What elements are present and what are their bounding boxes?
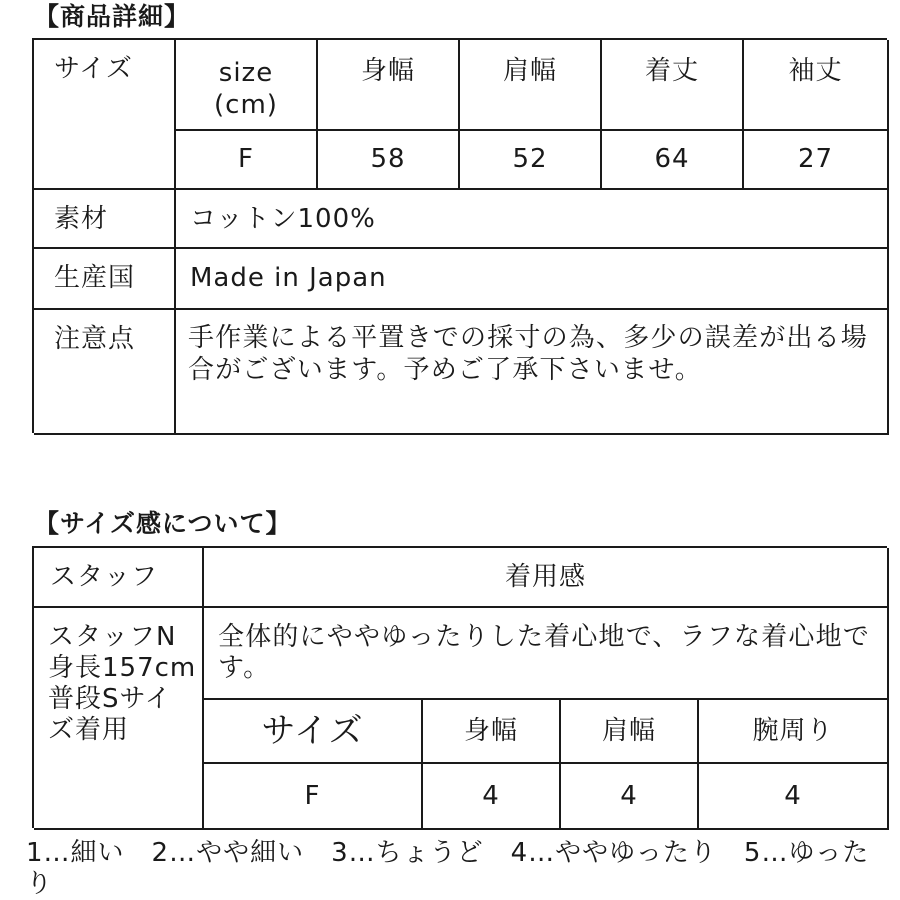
notes-label: 注意点 xyxy=(34,310,176,435)
size-feel-heading: 【サイズ感について】 xyxy=(34,509,292,538)
width-rating: 4 xyxy=(423,764,561,830)
sleeve-value: 27 xyxy=(744,131,889,190)
width-value: 58 xyxy=(318,131,460,190)
shoulder-header: 肩幅 xyxy=(561,700,699,764)
staff-info: スタッフN 身長157cm 普段Sサイズ着用 xyxy=(34,608,204,830)
material-label: 素材 xyxy=(34,190,176,249)
origin-label: 生産国 xyxy=(34,249,176,310)
size-feel-table xyxy=(32,546,887,828)
shoulder-header: 肩幅 xyxy=(460,40,602,131)
width-header: 身幅 xyxy=(423,700,561,764)
length-value: 64 xyxy=(602,131,744,190)
product-details-heading: 【商品詳細】 xyxy=(34,2,191,31)
arm-header: 腕周り xyxy=(699,700,889,764)
fit-comment: 全体的にややゆったりした着心地で、ラフな着心地です。 xyxy=(204,608,889,700)
arm-rating: 4 xyxy=(699,764,889,830)
staff-header: スタッフ xyxy=(34,548,204,608)
shoulder-rating: 4 xyxy=(561,764,699,830)
length-header: 着丈 xyxy=(602,40,744,131)
size-value: F xyxy=(204,764,423,830)
rating-legend: 1…細い 2…やや細い 3…ちょうど 4…ややゆったり 5…ゆったり xyxy=(26,838,870,899)
size-label-cell: サイズ xyxy=(34,40,176,190)
shoulder-value: 52 xyxy=(460,131,602,190)
material-value: コットン100% xyxy=(176,190,889,249)
product-details-table xyxy=(32,38,887,433)
width-header: 身幅 xyxy=(318,40,460,131)
size-label-cell: サイズ xyxy=(204,700,423,764)
fit-header: 着用感 xyxy=(204,548,889,608)
notes-value: 手作業による平置きでの採寸の為、多少の誤差が出る場合がございます。予めご了承下さいませ。 xyxy=(176,310,889,435)
size-value: F xyxy=(176,131,318,190)
origin-value: Made in Japan xyxy=(176,249,889,310)
size-cm-header: size (cm) xyxy=(176,40,318,131)
sleeve-header: 袖丈 xyxy=(744,40,889,131)
